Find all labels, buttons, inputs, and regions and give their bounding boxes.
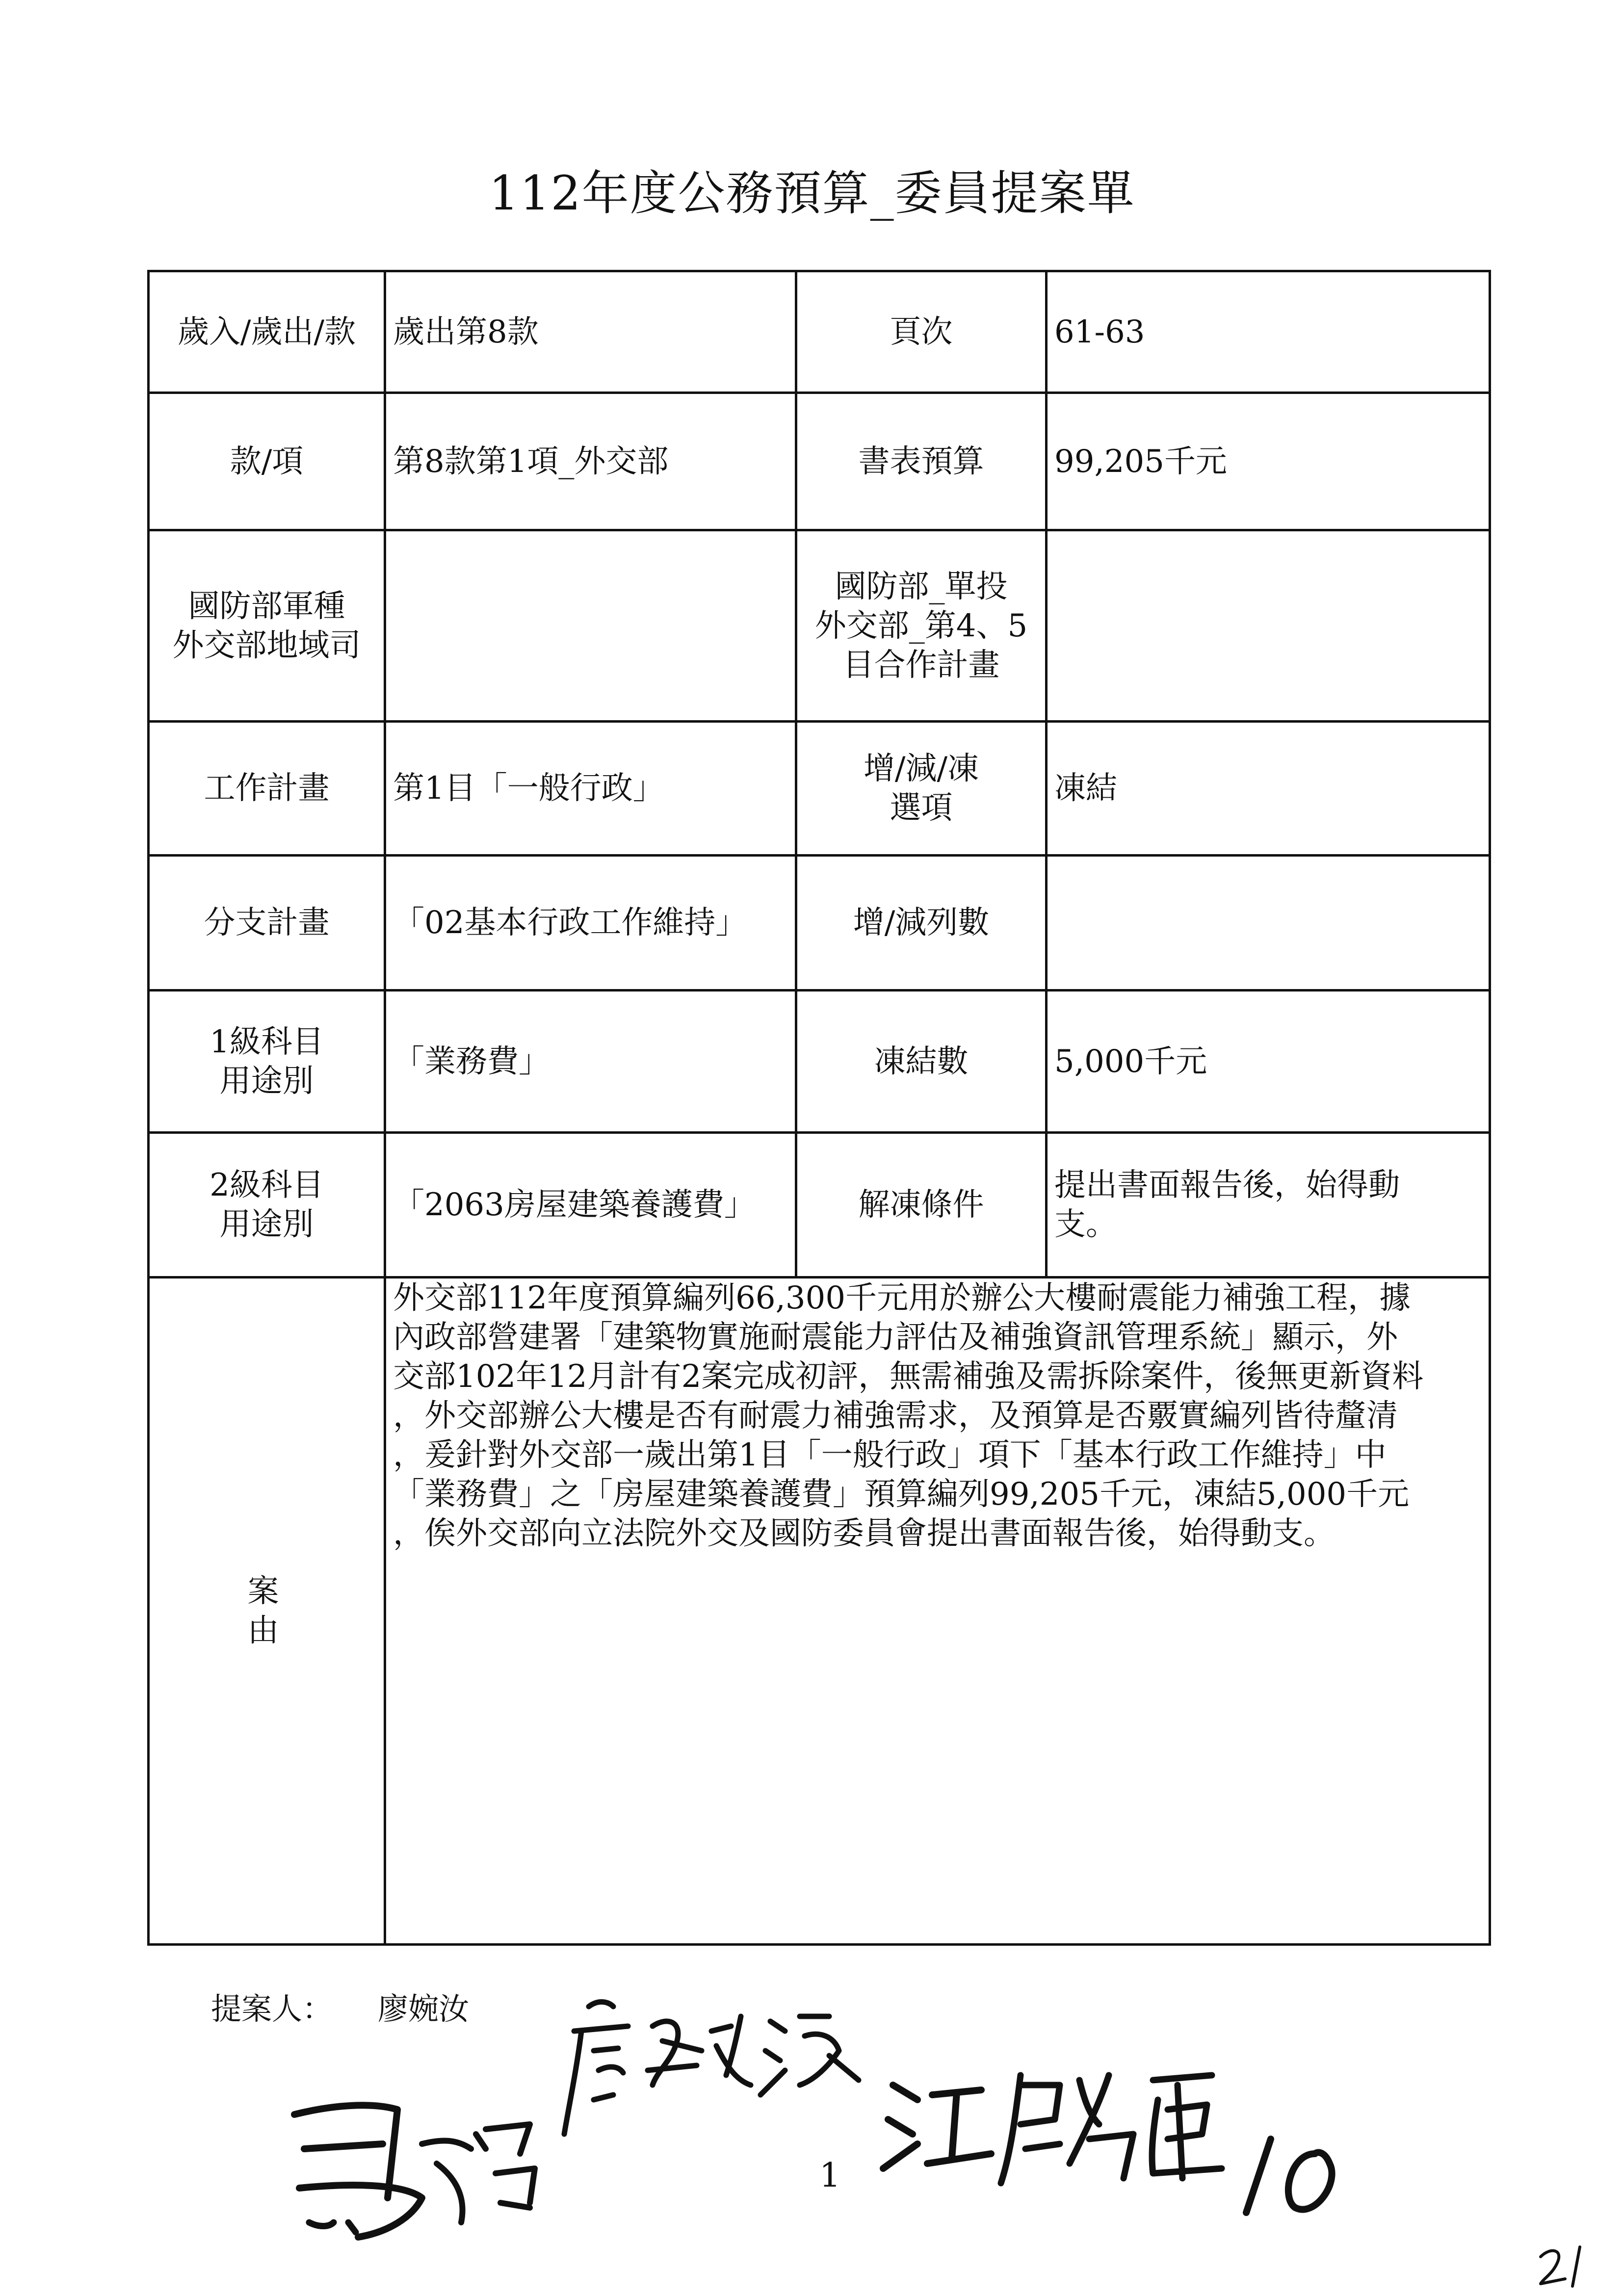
field-label: 解凍條件 [796,1133,1047,1278]
proposal-form-table [147,270,1491,1946]
field-value: 5,000千元 [1047,991,1490,1133]
table-row [149,1278,1490,1945]
reason-line: 交部102年12月計有2案完成初評，無需補強及需拆除案件，後無更新資料 [393,1358,1424,1395]
field-label: 款/項 [149,393,385,530]
reason-line: ，外交部辦公大樓是否有耐震力補強需求，及預算是否覈實編列皆待釐清 [393,1398,1398,1434]
field-value: 99,205千元 [1047,393,1490,530]
label-line: 1級科目 [210,1023,324,1060]
label-line: 目合作計畫 [842,647,1000,683]
field-value [1047,530,1490,722]
field-value: 61-63 [1047,271,1490,393]
field-value: 第1目「一般行政」 [385,722,796,856]
page-number: 1 [819,2156,841,2195]
field-value [1047,856,1490,991]
reason-line: ，爰針對外交部一歲出第1目「一般行政」項下「基本行政工作維持」中 [393,1437,1387,1473]
table-row [149,991,1490,1133]
signature-liao [554,1987,868,2149]
field-value: 第8款第1項_外交部 [385,393,796,530]
field-label: 頁次 [796,271,1047,393]
reason-label: 案由 [149,1278,385,1945]
reason-line: 「業務費」之「房屋建築養護費」預算編列99,205千元，凍結5,000千元 [393,1476,1410,1513]
field-label: 工作計畫 [149,722,385,856]
proposer-name: 廖婉汝 [378,1991,470,2027]
table-row [149,1133,1490,1278]
field-label: 歲入/歲出/款 [149,271,385,393]
field-value: 「2063房屋建築養護費」 [385,1133,796,1278]
reason-line: ，俟外交部向立法院外交及國防委員會提出書面報告後，始得動支。 [393,1515,1335,1552]
field-value [385,530,796,722]
label-line: 增/減/凍 [863,751,979,787]
field-value [1047,1133,1490,1278]
signature-jiang [878,2056,1241,2203]
table-row [149,722,1490,856]
field-value: 「業務費」 [385,991,796,1133]
field-label [149,530,385,722]
field-label [149,991,385,1133]
label-line: 用途別 [219,1206,314,1243]
field-value: 歲出第8款 [385,271,796,393]
value-line: 提出書面報告後，始得動 [1054,1167,1400,1203]
signature-ma [275,2075,550,2262]
reason-line: 內政部營建署「建築物實施耐震能力評估及補強資訊管理系統」顯示，外 [393,1319,1398,1356]
reason-line: 外交部112年度預算編列66,300千元用於辦公大樓耐震能力補強工程，據 [393,1280,1411,1316]
handwritten-number [1236,2124,1354,2232]
table-row [149,271,1490,393]
field-label [149,1133,385,1278]
field-value: 「02基本行政工作維持」 [385,856,796,991]
field-label: 分支計畫 [149,856,385,991]
proposer-label: 提案人： [211,1991,333,2027]
field-label: 凍結數 [796,991,1047,1133]
value-line: 支。 [1054,1206,1117,1243]
table-row [149,530,1490,722]
label-line: 選項 [890,790,953,826]
proposer [211,1984,470,2028]
corner-mark [1536,2237,1609,2291]
label-line: 2級科目 [210,1167,324,1203]
label-line: 國防部_單投 [835,568,1008,605]
label-line: 外交部地域司 [172,627,361,664]
field-label [796,722,1047,856]
label-line: 外交部_第4、5 [814,607,1028,644]
table-row [149,393,1490,530]
reason-text [385,1278,1490,1945]
label-line: 國防部軍種 [188,588,345,625]
field-label: 書表預算 [796,393,1047,530]
field-label [796,530,1047,722]
field-value: 凍結 [1047,722,1490,856]
table-row [149,856,1490,991]
field-label: 增/減列數 [796,856,1047,991]
form-title: 112年度公務預算_委員提案單 [489,166,1135,221]
label-line: 用途別 [219,1063,314,1099]
